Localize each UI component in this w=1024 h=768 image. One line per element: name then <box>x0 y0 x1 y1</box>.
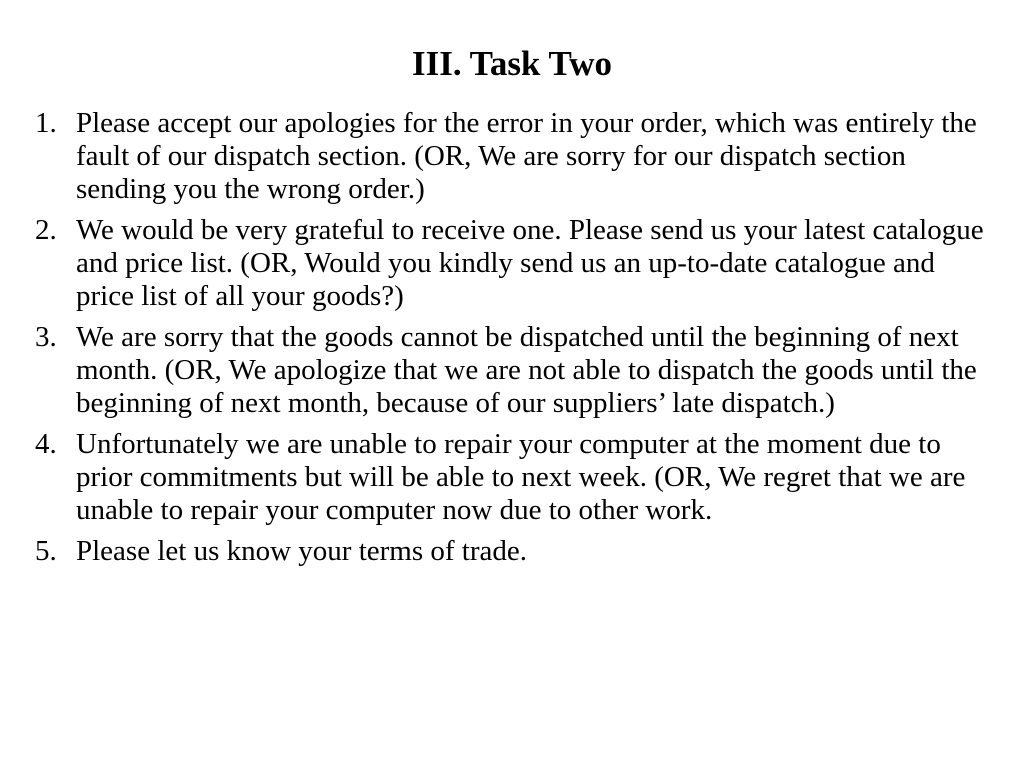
list-item <box>35 214 995 313</box>
list-item <box>35 428 995 527</box>
item-number: 5. <box>35 535 57 567</box>
item-text: Please let us know your terms of trade. <box>76 535 528 567</box>
answer-list <box>35 107 995 576</box>
list-item <box>35 535 995 568</box>
item-number: 3. <box>35 321 57 353</box>
item-text: Unfortunately we are unable to repair your computer at the moment due to prior commitments but will be able to next week. (OR, We regret that we are unable to repair your computer now due to other work. <box>76 428 966 526</box>
item-number: 2. <box>35 214 57 246</box>
item-number: 4. <box>35 428 57 460</box>
item-text: We are sorry that the goods cannot be dispatched until the beginning of next month. (OR, We apologize that we are not able to dispatch the goods until the beginning of next month, because of our suppliers’ late dispatch.) <box>76 321 977 419</box>
slide-title: III. Task Two <box>411 44 613 83</box>
list-item <box>35 107 995 206</box>
item-text: Please accept our apologies for the error in your order, which was entirely the fault of our dispatch section. (OR, We are sorry for our dispatch section sending you the wrong order.) <box>76 107 977 205</box>
item-text: We would be very grateful to receive one. Please send us your latest catalogue and price list. (OR, Would you kindly send us an up-to-date catalogue and price list of all your goods?) <box>76 214 984 312</box>
item-number: 1. <box>35 107 57 139</box>
list-item <box>35 321 995 420</box>
